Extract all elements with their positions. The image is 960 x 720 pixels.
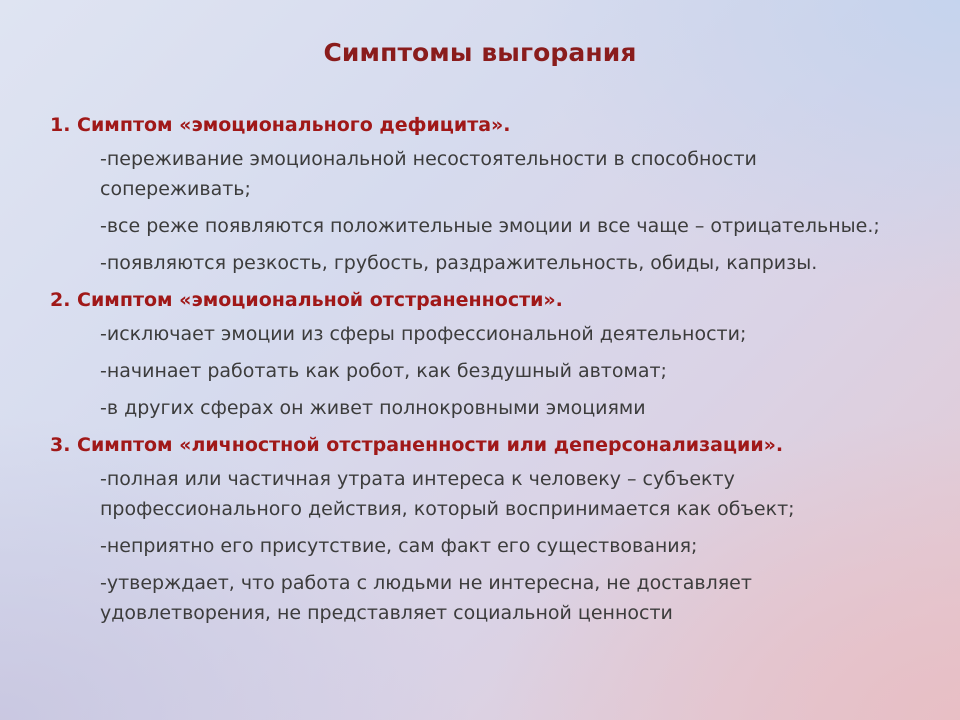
slide-content [50, 110, 930, 635]
list-item: -появляются резкость, грубость, раздражительность, обиды, капризы. [100, 252, 818, 274]
list-item: -переживание эмоциональной несостоятельности в способности сопереживать; [100, 148, 757, 200]
section-emotional-deficit [50, 110, 930, 278]
section-heading: 2. Симптом «эмоциональной отстраненности». [50, 289, 563, 311]
section-heading: 3. Симптом «личностной отстраненности или деперсонализации». [50, 434, 784, 456]
section-heading: 1. Симптом «эмоционального дефицита». [50, 114, 511, 136]
list-item: -неприятно его присутствие, сам факт его существования; [100, 535, 698, 557]
section-emotional-detachment [50, 285, 930, 423]
list-item: -утверждает, что работа с людьми не интересна, не доставляет удовлетворения, не представляет социальной ценности [100, 572, 752, 624]
list-item: -исключает эмоции из сферы профессиональной деятельности; [100, 323, 747, 345]
section-depersonalization [50, 430, 930, 628]
list-item: -полная или частичная утрата интереса к человеку – субъекту профессионального действия, который воспринимается как объект; [100, 468, 795, 520]
slide-title: Симптомы выгорания [323, 38, 637, 67]
list-item: -все реже появляются положительные эмоции и все чаще – отрицательные.; [100, 215, 880, 237]
list-item: -в других сферах он живет полнокровными эмоциями [100, 397, 646, 419]
list-item: -начинает работать как робот, как бездушный автомат; [100, 360, 667, 382]
